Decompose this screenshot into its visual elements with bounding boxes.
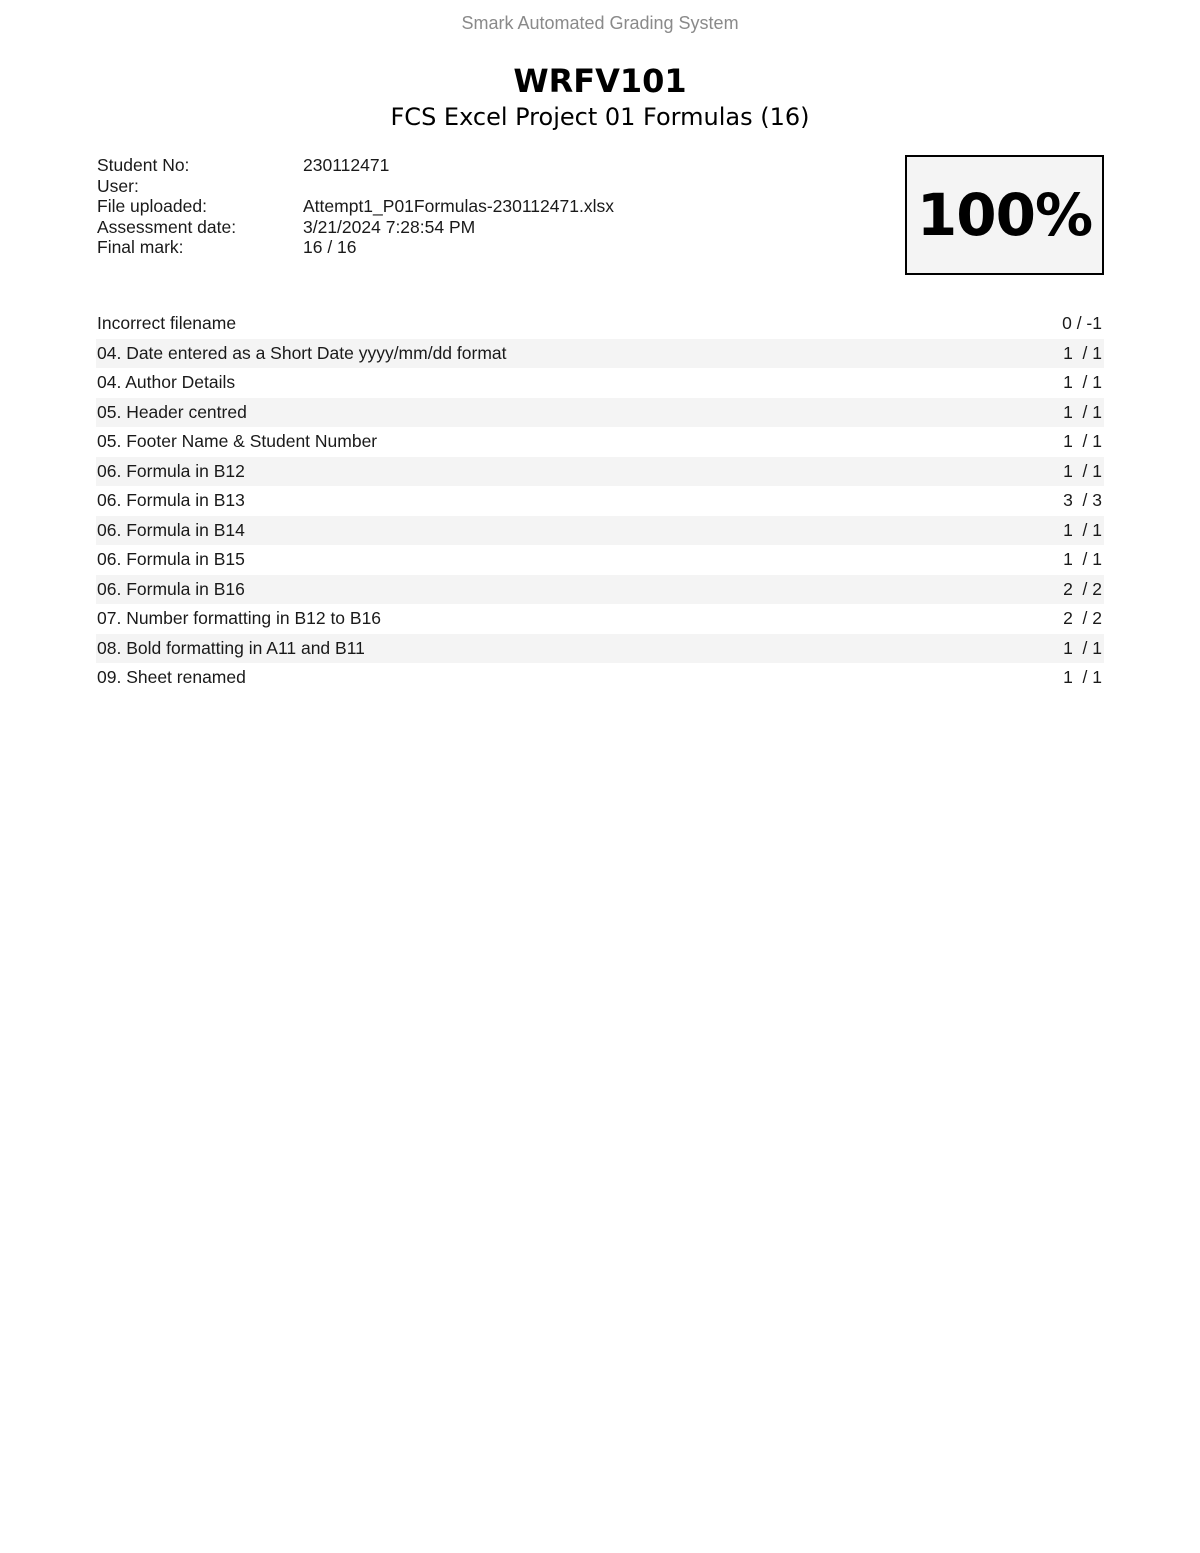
criteria-label: 04. Date entered as a Short Date yyyy/mm/dd format	[97, 342, 507, 363]
criteria-score: 1 / 1	[1063, 401, 1102, 422]
criteria-row	[96, 516, 1104, 546]
info-row-user	[97, 176, 797, 197]
criteria-label: 06. Formula in B14	[97, 519, 245, 540]
info-row-student-no	[97, 155, 797, 176]
info-label: File uploaded:	[97, 196, 207, 216]
info-label: User:	[97, 175, 139, 196]
criteria-score: 1 / 1	[1063, 342, 1102, 363]
criteria-label: 06. Formula in B16	[97, 578, 245, 599]
info-row-assessment-date	[97, 217, 797, 238]
criteria-row	[96, 457, 1104, 487]
criteria-score: 0 / -1	[1062, 313, 1102, 333]
submission-info	[97, 155, 797, 258]
criteria-score: 1 / 1	[1063, 667, 1102, 687]
criteria-row	[96, 309, 1104, 339]
info-value: 3/21/2024 7:28:54 PM	[303, 216, 476, 237]
criteria-label: Incorrect filename	[97, 313, 237, 333]
info-row-final-mark	[97, 237, 797, 258]
info-value: 230112471	[303, 155, 390, 175]
criteria-label: 05. Footer Name & Student Number	[97, 431, 378, 451]
criteria-label: 09. Sheet renamed	[97, 667, 246, 687]
criteria-row	[96, 604, 1104, 634]
criteria-row	[96, 545, 1104, 575]
criteria-score: 3 / 3	[1063, 490, 1102, 510]
criteria-label: 07. Number formatting in B12 to B16	[97, 608, 382, 628]
criteria-label: 06. Formula in B13	[97, 490, 245, 510]
info-label: Assessment date:	[97, 216, 237, 237]
criteria-row	[96, 339, 1104, 369]
info-value	[303, 176, 797, 197]
score-percent-box	[905, 155, 1104, 275]
system-name: Smark Automated Grading System	[461, 13, 739, 33]
criteria-row	[96, 634, 1104, 664]
criteria-row	[96, 486, 1104, 516]
criteria-list	[96, 309, 1104, 693]
criteria-score: 1 / 1	[1063, 519, 1102, 540]
criteria-label: 08. Bold formatting in A11 and B11	[97, 637, 365, 658]
criteria-score: 1 / 1	[1063, 637, 1102, 658]
info-value: 16 / 16	[303, 237, 357, 257]
info-label: Student No:	[97, 155, 190, 175]
criteria-row	[96, 663, 1104, 693]
criteria-score: 1 / 1	[1063, 431, 1102, 451]
criteria-label: 06. Formula in B12	[97, 460, 245, 481]
score-percent: 100%	[916, 181, 1093, 249]
info-row-file-uploaded	[97, 196, 797, 217]
criteria-label: 06. Formula in B15	[97, 549, 245, 569]
criteria-row	[96, 575, 1104, 605]
criteria-score: 1 / 1	[1063, 460, 1102, 481]
info-label: Final mark:	[97, 237, 184, 257]
criteria-score: 1 / 1	[1063, 372, 1102, 392]
info-value: Attempt1_P01Formulas-230112471.xlsx	[303, 196, 614, 216]
criteria-score: 2 / 2	[1063, 608, 1102, 628]
criteria-label: 04. Author Details	[97, 372, 236, 392]
criteria-score: 1 / 1	[1063, 549, 1102, 569]
criteria-row	[96, 398, 1104, 428]
criteria-score: 2 / 2	[1063, 578, 1102, 599]
criteria-row	[96, 427, 1104, 457]
criteria-row	[96, 368, 1104, 398]
course-code: WRFV101	[513, 62, 687, 100]
criteria-label: 05. Header centred	[97, 401, 247, 422]
project-title: FCS Excel Project 01 Formulas (16)	[390, 103, 810, 131]
